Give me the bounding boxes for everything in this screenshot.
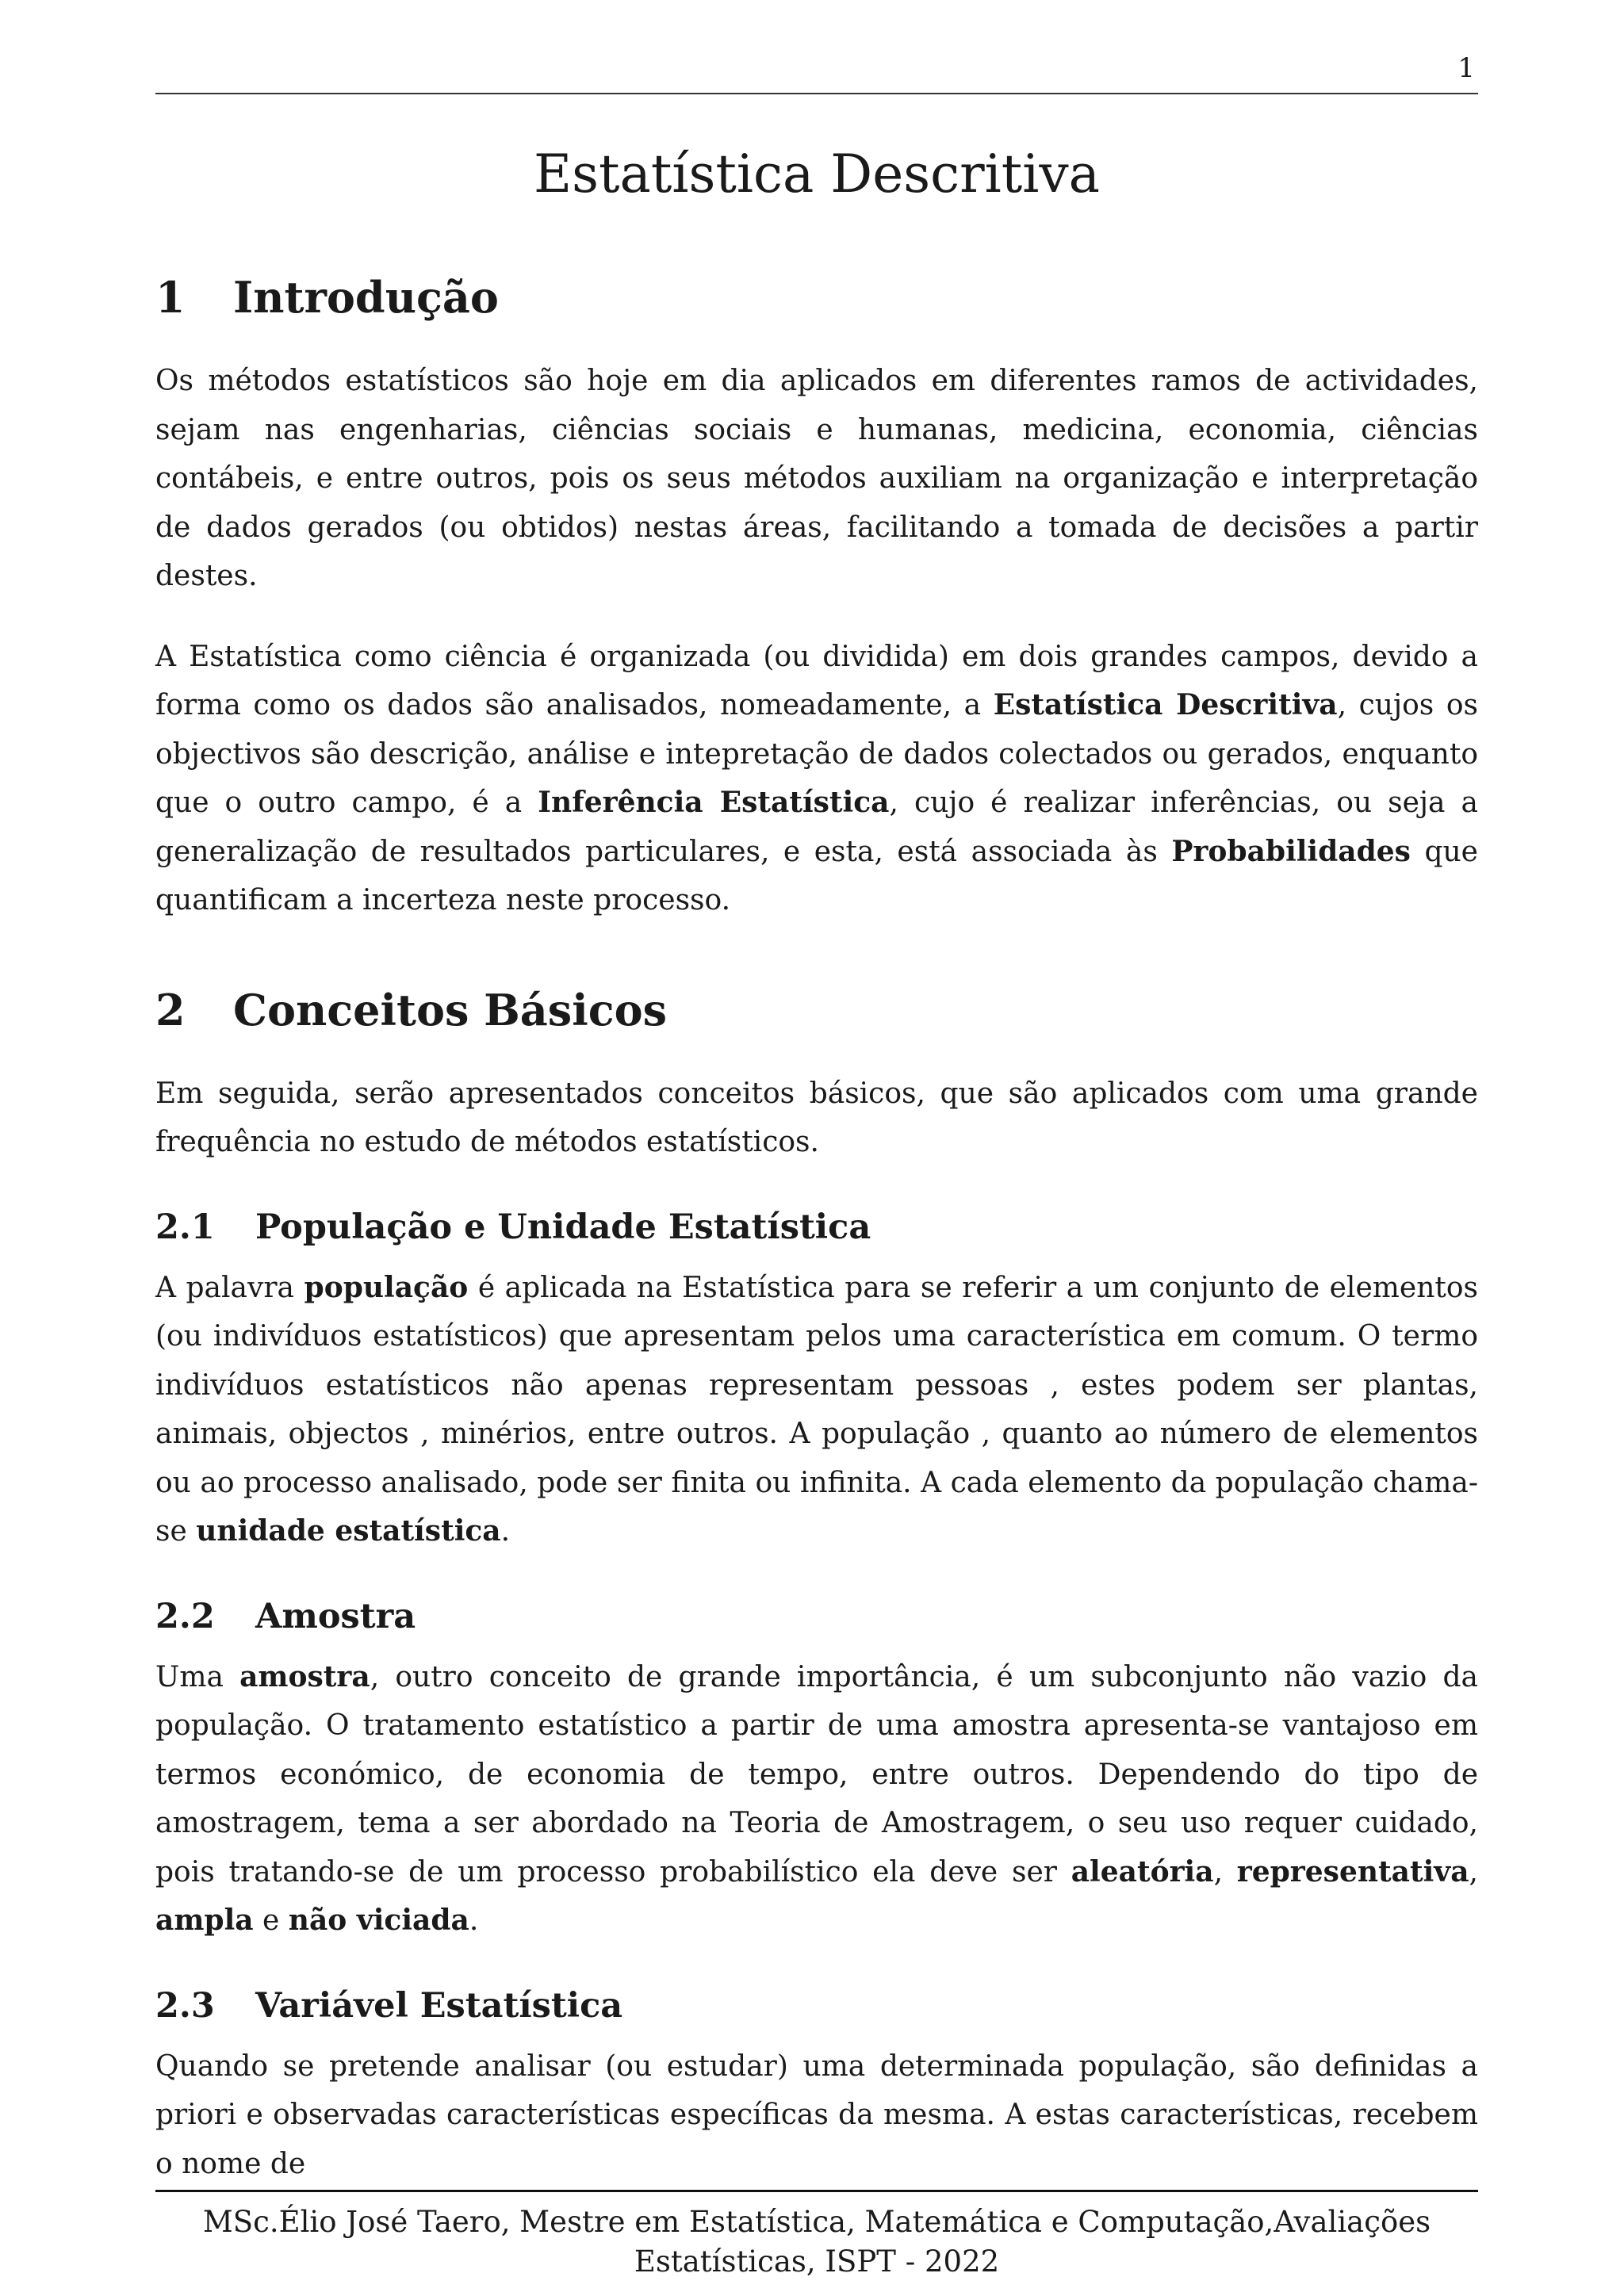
text-run: que quantificam a incerteza neste processo. xyxy=(155,835,1478,916)
text-run: e xyxy=(253,1904,289,1937)
paragraph-sample xyxy=(155,1653,1478,1946)
text-run: , cujo é realizar inferências, ou seja a generalização de resultados particulares, e esta, está associada às xyxy=(155,786,1478,868)
bold-term: Inferência Estatística xyxy=(538,786,890,819)
bold-term: aleatória xyxy=(1071,1854,1214,1888)
text-run: A palavra xyxy=(155,1271,304,1304)
paragraph-intro-2 xyxy=(155,633,1478,925)
subsection-title: Amostra xyxy=(255,1596,416,1636)
document-title: Estatística Descritiva xyxy=(533,144,1101,205)
paragraph-variable: Quando se pretende analisar (ou estudar) uma determinada população, são definidas a priori e observadas características específicas da mesma. A estas características, recebem o nome de xyxy=(155,2049,1478,2180)
footer-line-1: MSc.Élio José Taero, Mestre em Estatística, Matemática e Computação,Avaliações xyxy=(202,2205,1431,2239)
bold-term: amostra xyxy=(239,1659,370,1693)
bold-term: população xyxy=(304,1270,469,1304)
paragraph-population xyxy=(155,1264,1478,1556)
section-title: Conceitos Básicos xyxy=(233,984,668,1035)
text-run: Uma xyxy=(155,1660,240,1693)
subsection-title: Variável Estatística xyxy=(255,1985,623,2026)
page-footer xyxy=(155,2202,1478,2282)
subsection-heading-amostra xyxy=(155,1594,1478,1639)
bold-term: não viciada xyxy=(288,1904,469,1937)
document-body xyxy=(155,270,1478,2188)
bold-term: unidade estatística xyxy=(196,1514,501,1548)
paragraph-basics: Em seguida, serão apresentados conceitos básicos, que são aplicados com uma grande frequência no estudo de métodos estatísticos. xyxy=(155,1077,1478,1158)
subsection-number: 2.2 xyxy=(155,1596,215,1636)
bold-term: Probabilidades xyxy=(1171,834,1411,868)
text-run: , cujos os objectivos são descrição, análise e intepretação de dados colectados ou gerados, enquanto que o outro campo, é a xyxy=(155,689,1478,819)
bold-term: Estatística Descritiva xyxy=(993,688,1338,721)
section-number: 2 xyxy=(155,984,186,1035)
text-run: é aplicada na Estatística para se referir a um conjunto de elementos (ou indivíduos estatísticos) que apresentam pelos uma característica em comum. O termo indivíduos estatísticos não apenas representam pessoas , estes podem ser plantas, animais, objectos , minérios, entre outros. A população , quanto ao número de elementos ou ao processo analisado, pode ser finita ou infinita. A cada elemento da população chama-se xyxy=(155,1271,1478,1548)
text-run: , xyxy=(1469,1855,1478,1888)
section-number: 1 xyxy=(155,272,186,323)
footer-rule xyxy=(155,2190,1478,2192)
page-number: 1 xyxy=(1457,52,1475,84)
paragraph-intro-1: Os métodos estatísticos são hoje em dia aplicados em diferentes ramos de actividades, sejam nas engenharias, ciências sociais e humanas, medicina, economia, ciências contábeis, e entre outros, pois os seus métodos auxiliam na organização e interpretação de dados gerados (ou obtidos) nestas áreas, facilitando a tomada de decisões a partir destes. xyxy=(155,365,1478,592)
text-run: , outro conceito de grande importância, é um subconjunto não vazio da população. O tratamento estatístico a partir de uma amostra apresenta-se vantajoso em termos económico, de economia de tempo, entre outros. Dependendo do tipo de amostragem, tema a ser abordado na Teoria de Amostragem, o seu uso requer cuidado, pois tratando-se de um processo probabilístico ela deve ser xyxy=(155,1660,1478,1888)
text-run: , xyxy=(1213,1855,1237,1888)
header-rule xyxy=(155,93,1478,94)
subsection-title: População e Unidade Estatística xyxy=(255,1207,871,1247)
subsection-heading-populacao xyxy=(155,1205,1478,1249)
subsection-number: 2.3 xyxy=(155,1985,215,2026)
subsection-heading-variavel xyxy=(155,1984,1478,2028)
footer-line-2: Estatísticas, ISPT - 2022 xyxy=(634,2244,1000,2279)
text-run: . xyxy=(469,1904,479,1937)
section-title: Introdução xyxy=(233,272,499,323)
bold-term: representativa xyxy=(1236,1854,1469,1888)
text-run: A Estatística como ciência é organizada (ou dividida) em dois grandes campos, devido a forma como os dados são analisados, nomeadamente, a xyxy=(155,640,1478,721)
bold-term: ampla xyxy=(155,1904,254,1937)
subsection-number: 2.1 xyxy=(155,1207,215,1247)
text-run: . xyxy=(500,1515,511,1548)
section-heading-introducao xyxy=(155,270,1478,325)
section-heading-conceitos-basicos xyxy=(155,982,1478,1038)
